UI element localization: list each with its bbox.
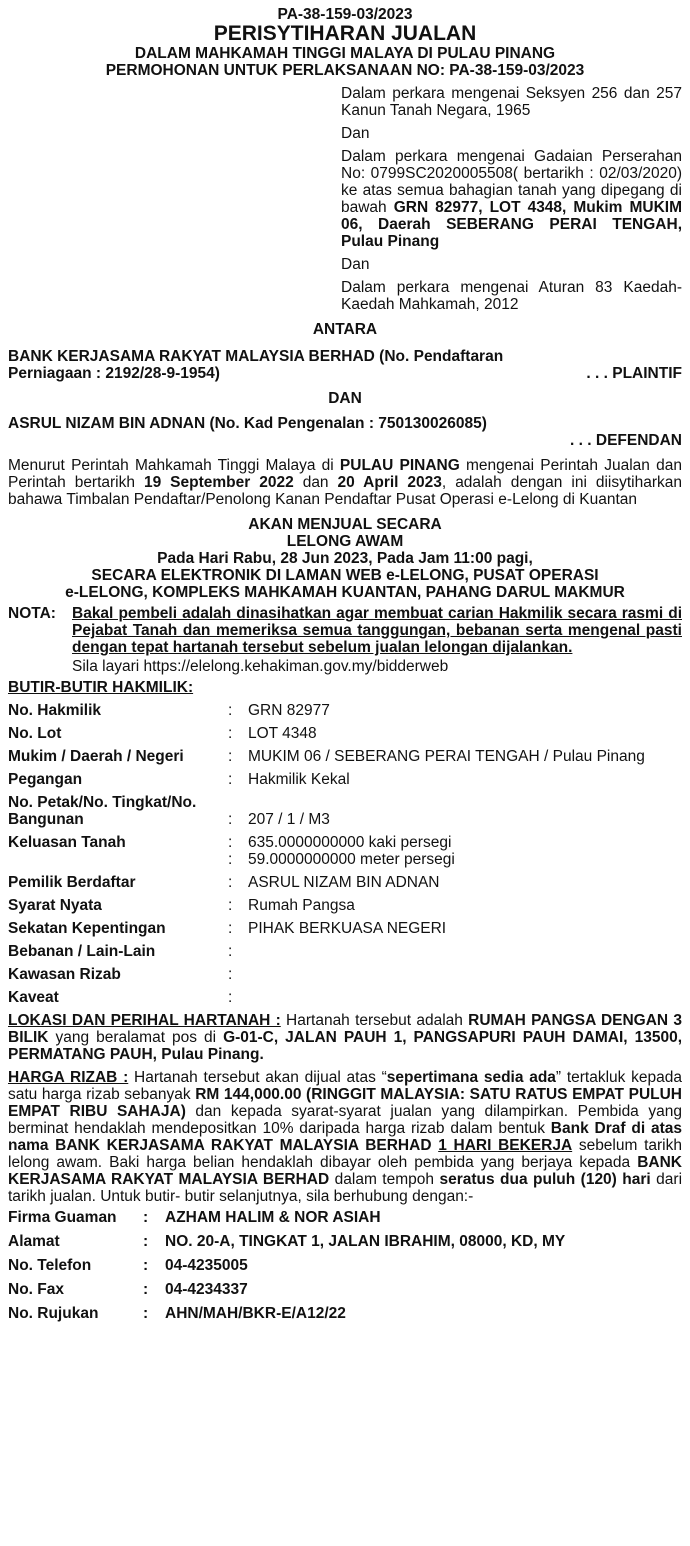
- row-value: PIHAK BERKUASA NEGERI: [248, 920, 447, 937]
- defendant-name: ASRUL NIZAM BIN ADNAN (No. Kad Pengenalan : 750130026085): [8, 415, 487, 432]
- plaintiff-line-1: BANK KERJASAMA RAKYAT MALAYSIA BERHAD (No. Pendaftaran: [8, 348, 504, 365]
- intro-paragraph: [8, 457, 682, 508]
- row-label: Kaveat: [8, 989, 59, 1006]
- row-label: No. Fax: [8, 1281, 64, 1298]
- intro-location: PULAU PINANG: [339, 457, 460, 474]
- price-text-5: dalam tempoh: [329, 1171, 440, 1188]
- row-sep: :: [143, 1209, 149, 1226]
- property-address: G-01-C, JALAN PAUH 1, PANGSAPURI PAUH DAMAI, 13500, PERMATANG PAUH, Pulau Pinang.: [8, 1029, 683, 1063]
- plaintiff-registration: Perniagaan : 2192/28-9-1954): [8, 365, 220, 382]
- table-row: [8, 1305, 682, 1329]
- nota-block: [8, 605, 682, 656]
- row-sep: :: [143, 1305, 149, 1322]
- table-row: [8, 874, 682, 897]
- auction-line-4: SECARA ELEKTRONIK DI LAMAN WEB e-LELONG, PUSAT OPERASI: [91, 567, 599, 584]
- table-row: [8, 1233, 682, 1257]
- table-row: [8, 702, 682, 725]
- matter-3: Dalam perkara mengenai Aturan 83 Kaedah- Kaedah Mahkamah, 2012: [341, 279, 682, 313]
- row-sep: [228, 834, 248, 874]
- notice-title: PERISYTIHARAN JUALAN: [213, 22, 477, 45]
- location-text-1: Hartanah tersebut adalah: [280, 1012, 469, 1029]
- row-value: [248, 834, 682, 874]
- row-value: LOT 4348: [248, 725, 317, 742]
- matter-2: [341, 148, 682, 250]
- matter-dan-2: Dan: [341, 256, 370, 273]
- antara-heading: ANTARA: [312, 321, 378, 338]
- intro-text-3: dan: [293, 474, 338, 491]
- defendant-block: [8, 415, 682, 449]
- table-row: [8, 897, 682, 920]
- table-row: [8, 989, 682, 1006]
- row-label: Keluasan Tanah: [8, 834, 126, 851]
- law-firm-table: [8, 1209, 682, 1329]
- auction-line-1: AKAN MENJUAL SECARA: [248, 516, 442, 533]
- plaintiff-block: [8, 348, 682, 382]
- row-sep: :: [228, 811, 233, 828]
- reserve-price-amount: RM 144,000.00 (RINGGIT MALAYSIA: SATU RATUS EMPAT PULUH EMPAT RIBU SAHAJA): [8, 1086, 682, 1120]
- row-value: 04-4234337: [165, 1281, 248, 1298]
- row-sep: :: [143, 1233, 149, 1250]
- price-text-6: dari tarikh jualan. Untuk butir- butir selanjutnya, sila berhubung dengan:-: [8, 1171, 683, 1205]
- row-label: Firma Guaman: [8, 1209, 117, 1226]
- price-as-is: sepertimana sedia ada: [386, 1069, 556, 1086]
- row-label: No. Lot: [8, 725, 62, 742]
- reserve-price-paragraph: [8, 1069, 682, 1205]
- row-label: Sekatan Kepentingan: [8, 920, 166, 937]
- application-number: PERMOHONAN UNTUK PERLAKSANAAN NO: PA-38-159-03/2023: [105, 62, 585, 79]
- reference-number: PA-38-159-03/2023: [277, 6, 413, 23]
- row-value: NO. 20-A, TINGKAT 1, JALAN IBRAHIM, 08000, KD, MY: [165, 1233, 566, 1250]
- row-value: Rumah Pangsa: [248, 897, 355, 914]
- row-value: ASRUL NIZAM BIN ADNAN: [248, 874, 440, 891]
- row-sep: :: [143, 1257, 149, 1274]
- row-label: Pegangan: [8, 771, 83, 788]
- row-value: 207 / 1 / M3: [248, 811, 330, 828]
- working-day-deadline: 1 HARI BEKERJA: [438, 1137, 573, 1154]
- row-value: 04-4235005: [165, 1257, 248, 1274]
- area-sqft: 635.0000000000 kaki persegi: [248, 834, 452, 851]
- plaintiff-role: . . . PLAINTIF: [586, 365, 682, 382]
- table-row: [8, 920, 682, 943]
- table-row: [8, 794, 682, 834]
- table-row: [8, 748, 682, 771]
- row-value: MUKIM 06 / SEBERANG PERAI TENGAH / Pulau Pinang: [248, 748, 645, 765]
- title-details-table: [8, 702, 682, 1006]
- auction-block: [8, 516, 682, 601]
- table-row: [8, 1209, 682, 1233]
- plaintiff-line-2: [8, 365, 682, 382]
- row-sep: :: [228, 897, 233, 914]
- intro-text-4: , adalah dengan ini diisytiharkan bahawa Timbalan Pendaftar/Penolong Kanan Pendaftar Pusat Operasi e-Lelong di Kuantan: [8, 474, 682, 508]
- table-row: [8, 725, 682, 748]
- butir-heading: BUTIR-BUTIR HAKMILIK:: [8, 679, 194, 696]
- price-text-4: sebelum tarikh lelong awam. Baki harga belian hendaklah dibayar oleh pembida yang berjaya kepada: [8, 1137, 682, 1171]
- table-row: [8, 943, 682, 966]
- row-value: AZHAM HALIM & NOR ASIAH: [165, 1209, 381, 1226]
- row-label: Bebanan / Lain-Lain: [8, 943, 156, 960]
- table-row: [8, 834, 682, 874]
- defendant-role: . . . DEFENDAN: [570, 432, 682, 449]
- price-text-1: Hartanah tersebut akan dijual atas “: [128, 1069, 387, 1086]
- matter-dan-1: Dan: [341, 125, 370, 142]
- row-sep: :: [228, 966, 233, 983]
- intro-date-1: 19 September 2022: [143, 474, 294, 491]
- location-label: LOKASI DAN PERIHAL HARTANAH :: [8, 1012, 281, 1029]
- row-sep-1: :: [228, 834, 233, 851]
- row-sep-2: :: [228, 851, 233, 868]
- property-type: RUMAH PANGSA DENGAN 3 BILIK: [8, 1012, 683, 1046]
- nota-label: NOTA:: [8, 605, 56, 622]
- price-text-2: ” tertakluk kepada satu harga rizab sebanyak: [8, 1069, 682, 1103]
- table-row: [8, 771, 682, 794]
- bank-name: BANK KERJASAMA RAKYAT MALAYSIA BERHAD: [8, 1154, 682, 1188]
- row-sep: :: [228, 771, 233, 788]
- intro-date-2: 20 April 2023: [337, 474, 442, 491]
- row-label: No. Hakmilik: [8, 702, 102, 719]
- row-value: AHN/MAH/BKR-E/A12/22: [165, 1305, 346, 1322]
- row-sep: :: [228, 920, 233, 937]
- court-name: DALAM MAHKAMAH TINGGI MALAYA DI PULAU PINANG: [134, 45, 556, 62]
- row-value: [248, 989, 682, 1006]
- payment-period: seratus dua puluh (120) hari: [439, 1171, 651, 1188]
- intro-text-1: Menurut Perintah Mahkamah Tinggi Malaya di: [8, 457, 340, 474]
- row-label: No. Petak/No. Tingkat/No. Bangunan: [8, 794, 197, 828]
- nota-text: Bakal pembeli adalah dinasihatkan agar membuat carian Hakmilik secara rasmi di Pejabat Tanah dan memeriksa semua tanggungan, bebanan serta mengenal pasti dengan tepat hartanah tersebut sebelum jualan lelongan dijalankan.: [72, 605, 682, 656]
- auction-datetime: Pada Hari Rabu, 28 Jun 2023, Pada Jam 11:00 pagi,: [157, 550, 533, 567]
- bank-draft-payee: Bank Draf di atas nama BANK KERJASAMA RAKYAT MALAYSIA BERHAD: [8, 1120, 682, 1154]
- table-row: [8, 1257, 682, 1281]
- auction-line-2: LELONG AWAM: [286, 533, 404, 550]
- row-label: Syarat Nyata: [8, 897, 102, 914]
- row-label: Kawasan Rizab: [8, 966, 121, 983]
- row-sep: :: [143, 1281, 149, 1298]
- row-value: Hakmilik Kekal: [248, 771, 350, 788]
- matter-2-land: GRN 82977, LOT 4348, Mukim MUKIM 06, Daerah SEBERANG PERAI TENGAH, Pulau Pinang: [341, 199, 682, 250]
- dan-heading: DAN: [328, 390, 362, 407]
- matter-2-text: Dalam perkara mengenai Gadaian Perserahan No: 0799SC2020005508( bertarikh : 02/03/2020) ke atas semua bahagian tanah yang dipegang di bawah: [341, 148, 682, 216]
- row-sep: :: [228, 943, 233, 960]
- reserve-price-label: HARGA RIZAB :: [8, 1069, 129, 1086]
- location-text-2: yang beralamat pos di: [48, 1029, 224, 1046]
- location-paragraph: [8, 1012, 682, 1063]
- row-sep: :: [228, 702, 233, 719]
- row-sep: :: [228, 989, 233, 1006]
- row-label: Pemilik Berdaftar: [8, 874, 136, 891]
- table-row: [8, 1281, 682, 1305]
- matters-block: [341, 85, 682, 313]
- website-note: Sila layari https://elelong.kehakiman.gov.my/bidderweb: [72, 658, 449, 675]
- intro-text-2: mengenai Perintah Jualan dan Perintah bertarikh: [8, 457, 682, 491]
- row-label: Mukim / Daerah / Negeri: [8, 748, 184, 765]
- row-label: No. Telefon: [8, 1257, 92, 1274]
- price-text-3: dan kepada syarat-syarat jualan yang dilampirkan. Pembida yang berminat hendaklah mendepositkan 10% daripada harga rizab dalam bentuk: [8, 1103, 682, 1137]
- row-value: GRN 82977: [248, 702, 330, 719]
- row-sep: :: [228, 874, 233, 891]
- row-label: Alamat: [8, 1233, 60, 1250]
- row-sep: :: [228, 725, 233, 742]
- area-sqm: 59.0000000000 meter persegi: [248, 851, 455, 868]
- auction-line-5: e-LELONG, KOMPLEKS MAHKAMAH KUANTAN, PAHANG DARUL MAKMUR: [65, 584, 625, 601]
- row-label: No. Rujukan: [8, 1305, 99, 1322]
- matter-1: Dalam perkara mengenai Seksyen 256 dan 257 Kanun Tanah Negara, 1965: [341, 85, 682, 119]
- row-value: [248, 943, 682, 966]
- row-value: [248, 966, 682, 989]
- row-sep: :: [228, 748, 233, 765]
- table-row: [8, 966, 682, 989]
